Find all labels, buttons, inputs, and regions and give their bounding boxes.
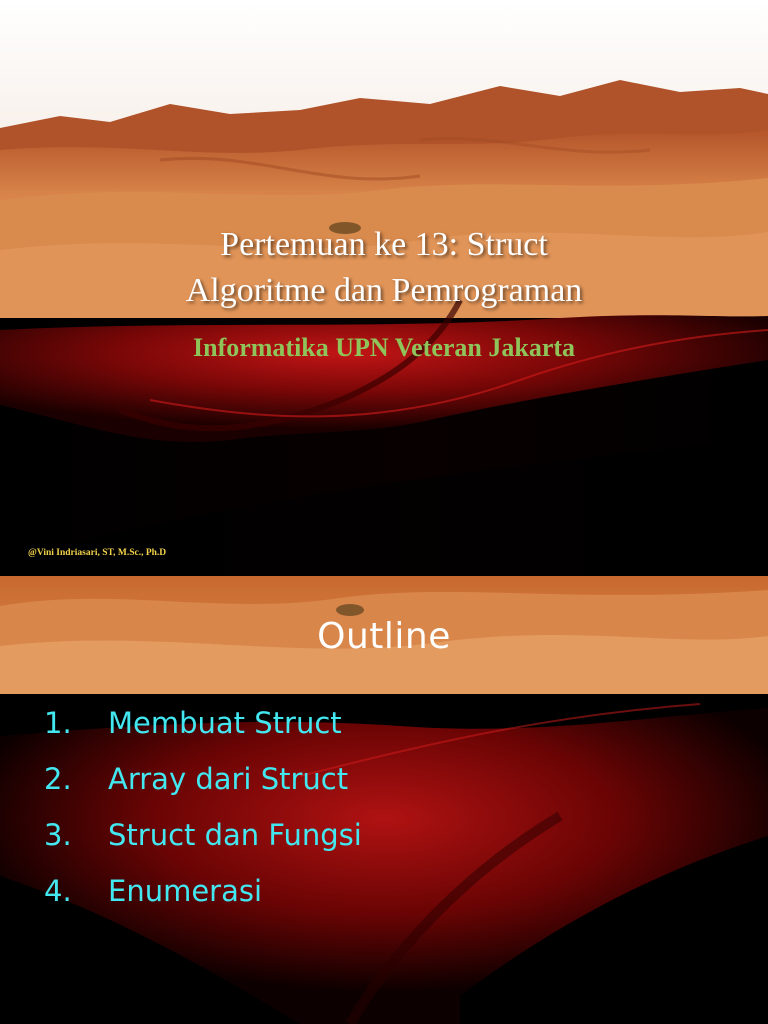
outline-slide	[0, 576, 768, 1024]
list-item-number: 4.	[44, 874, 72, 908]
slide-title: Outline	[317, 616, 451, 657]
presentation-subtitle: Informatika UPN Veteran Jakarta	[192, 333, 576, 362]
presentation-title-line-1: Pertemuan ke 13: Struct	[220, 226, 548, 263]
list-item	[0, 700, 768, 756]
list-item-label: Enumerasi	[108, 874, 263, 908]
list-item-number: 3.	[44, 818, 72, 852]
list-item	[0, 812, 768, 868]
list-item-number: 1.	[44, 706, 72, 740]
list-item-label: Membuat Struct	[108, 706, 342, 740]
list-item-label: Struct dan Fungsi	[108, 818, 362, 852]
list-item	[0, 868, 768, 924]
list-item-label: Array dari Struct	[108, 762, 349, 796]
list-item	[0, 756, 768, 812]
author-credit: @Vini Indriasari, ST, M.Sc., Ph.D	[28, 548, 167, 558]
presentation-title-line-2: Algoritme dan Pemrograman	[185, 272, 583, 309]
list-item-number: 2.	[44, 762, 72, 796]
outline-list	[0, 700, 768, 924]
